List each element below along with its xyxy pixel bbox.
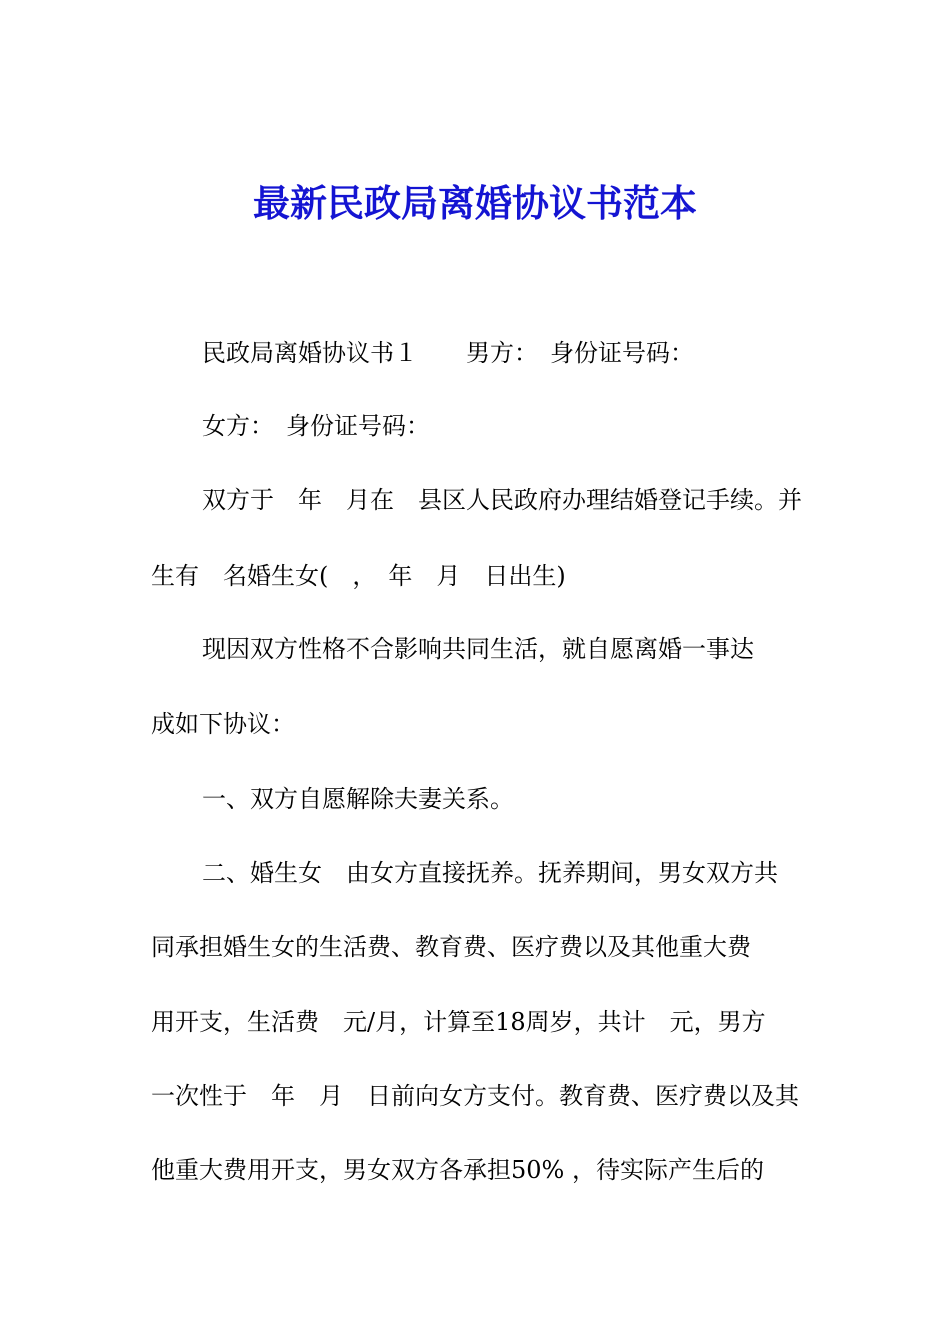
- paragraph-line: 二、婚生女 由女方直接抚养。抚养期间，男女双方共: [202, 859, 778, 887]
- paragraph-line: 女方： 身份证号码：: [202, 412, 430, 440]
- paragraph-line: 一、双方自愿解除夫妻关系。: [202, 785, 514, 813]
- paragraph-line: 成如下协议：: [151, 710, 295, 738]
- paragraph-line: 同承担婚生女的生活费、教育费、医疗费以及其他重大费: [151, 933, 751, 961]
- paragraph-line: 双方于 年 月在 县区人民政府办理结婚登记手续。并: [202, 486, 802, 514]
- paragraph-line: 用开支，生活费 元/月，计算至18周岁，共计 元，男方: [151, 1008, 766, 1036]
- paragraph-line: 现因双方性格不合影响共同生活，就自愿离婚一事达: [202, 635, 754, 663]
- paragraph-line: 一次性于 年 月 日前向女方支付。教育费、医疗费以及其: [151, 1082, 799, 1110]
- document-title: 最新民政局离婚协议书范本: [253, 181, 697, 225]
- paragraph-line: 他重大费用开支，男女双方各承担50% ，待实际产生后的: [151, 1156, 764, 1184]
- paragraph-line: 民政局离婚协议书１ 男方： 身份证号码：: [202, 339, 694, 367]
- paragraph-line: 生有 名婚生女( ， 年 月 日出生): [151, 562, 566, 590]
